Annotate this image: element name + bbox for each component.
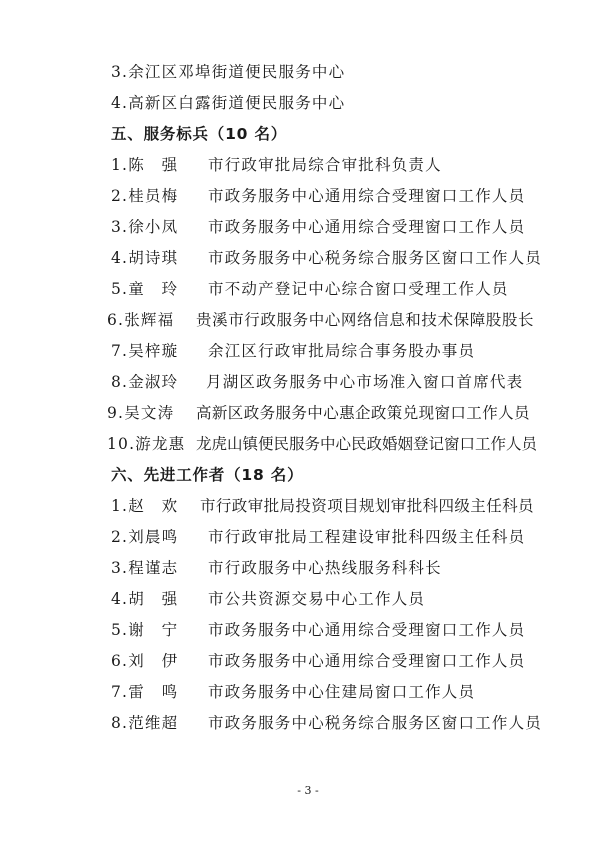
person-title: 市政务服务中心税务综合服务区窗口工作人员 xyxy=(208,714,543,732)
person-name: 8.范维超 xyxy=(111,714,179,732)
section-heading-advanced-workers: 六、先进工作者（18 名） xyxy=(111,466,304,484)
person-name: 3.程谨志 xyxy=(111,559,179,577)
page-number: - 3 - xyxy=(297,784,319,797)
person-name: 5.童 玲 xyxy=(111,280,179,298)
person-title: 贵溪市行政服务中心网络信息和技术保障股股长 xyxy=(196,311,535,329)
section-heading-service-model: 五、服务标兵（10 名） xyxy=(111,125,288,143)
person-name: 6.刘 伊 xyxy=(111,652,179,670)
person-name: 3.徐小凤 xyxy=(111,218,179,236)
person-name: 7.雷 鸣 xyxy=(111,683,179,701)
person-title: 市公共资源交易中心工作人员 xyxy=(208,590,426,608)
person-name: 1.陈 强 xyxy=(111,156,179,174)
person-title: 市政务服务中心税务综合服务区窗口工作人员 xyxy=(208,249,543,267)
person-title: 月湖区政务服务中心市场准入窗口首席代表 xyxy=(206,373,524,391)
person-name: 2.桂员梅 xyxy=(111,187,179,205)
person-name: 8.金淑玲 xyxy=(111,373,179,391)
person-title: 市行政服务中心热线服务科科长 xyxy=(208,559,442,577)
list-item: 4.高新区白露街道便民服务中心 xyxy=(111,94,346,112)
person-title: 市行政审批局综合审批科负责人 xyxy=(208,156,442,174)
person-title: 市政务服务中心通用综合受理窗口工作人员 xyxy=(208,218,526,236)
person-title: 市政务服务中心通用综合受理窗口工作人员 xyxy=(208,621,526,639)
person-title: 高新区政务服务中心惠企政策兑现窗口工作人员 xyxy=(196,404,530,422)
person-name: 6.张辉福 xyxy=(107,311,175,329)
person-name: 9.吴文涛 xyxy=(107,404,175,422)
person-title: 余江区行政审批局综合事务股办事员 xyxy=(208,342,476,360)
person-name: 5.谢 宁 xyxy=(111,621,179,639)
person-title: 龙虎山镇便民服务中心民政婚姻登记窗口工作人员 xyxy=(196,435,538,453)
person-name: 4.胡诗琪 xyxy=(111,249,179,267)
person-title: 市行政审批局投资项目规划审批科四级主任科员 xyxy=(200,497,534,515)
person-title: 市行政审批局工程建设审批科四级主任科员 xyxy=(208,528,526,546)
person-title: 市政务服务中心通用综合受理窗口工作人员 xyxy=(208,652,526,670)
person-name: 7.吴梓璇 xyxy=(111,342,179,360)
person-title: 市不动产登记中心综合窗口受理工作人员 xyxy=(208,280,509,298)
person-name: 2.刘晨鸣 xyxy=(111,528,179,546)
person-name: 4.胡 强 xyxy=(111,590,179,608)
list-item: 3.余江区邓埠街道便民服务中心 xyxy=(111,63,346,81)
person-title: 市政务服务中心通用综合受理窗口工作人员 xyxy=(208,187,526,205)
person-title: 市政务服务中心住建局窗口工作人员 xyxy=(208,683,476,701)
person-name: 1.赵 欢 xyxy=(111,497,179,515)
person-name: 10.游龙惠 xyxy=(107,435,186,453)
